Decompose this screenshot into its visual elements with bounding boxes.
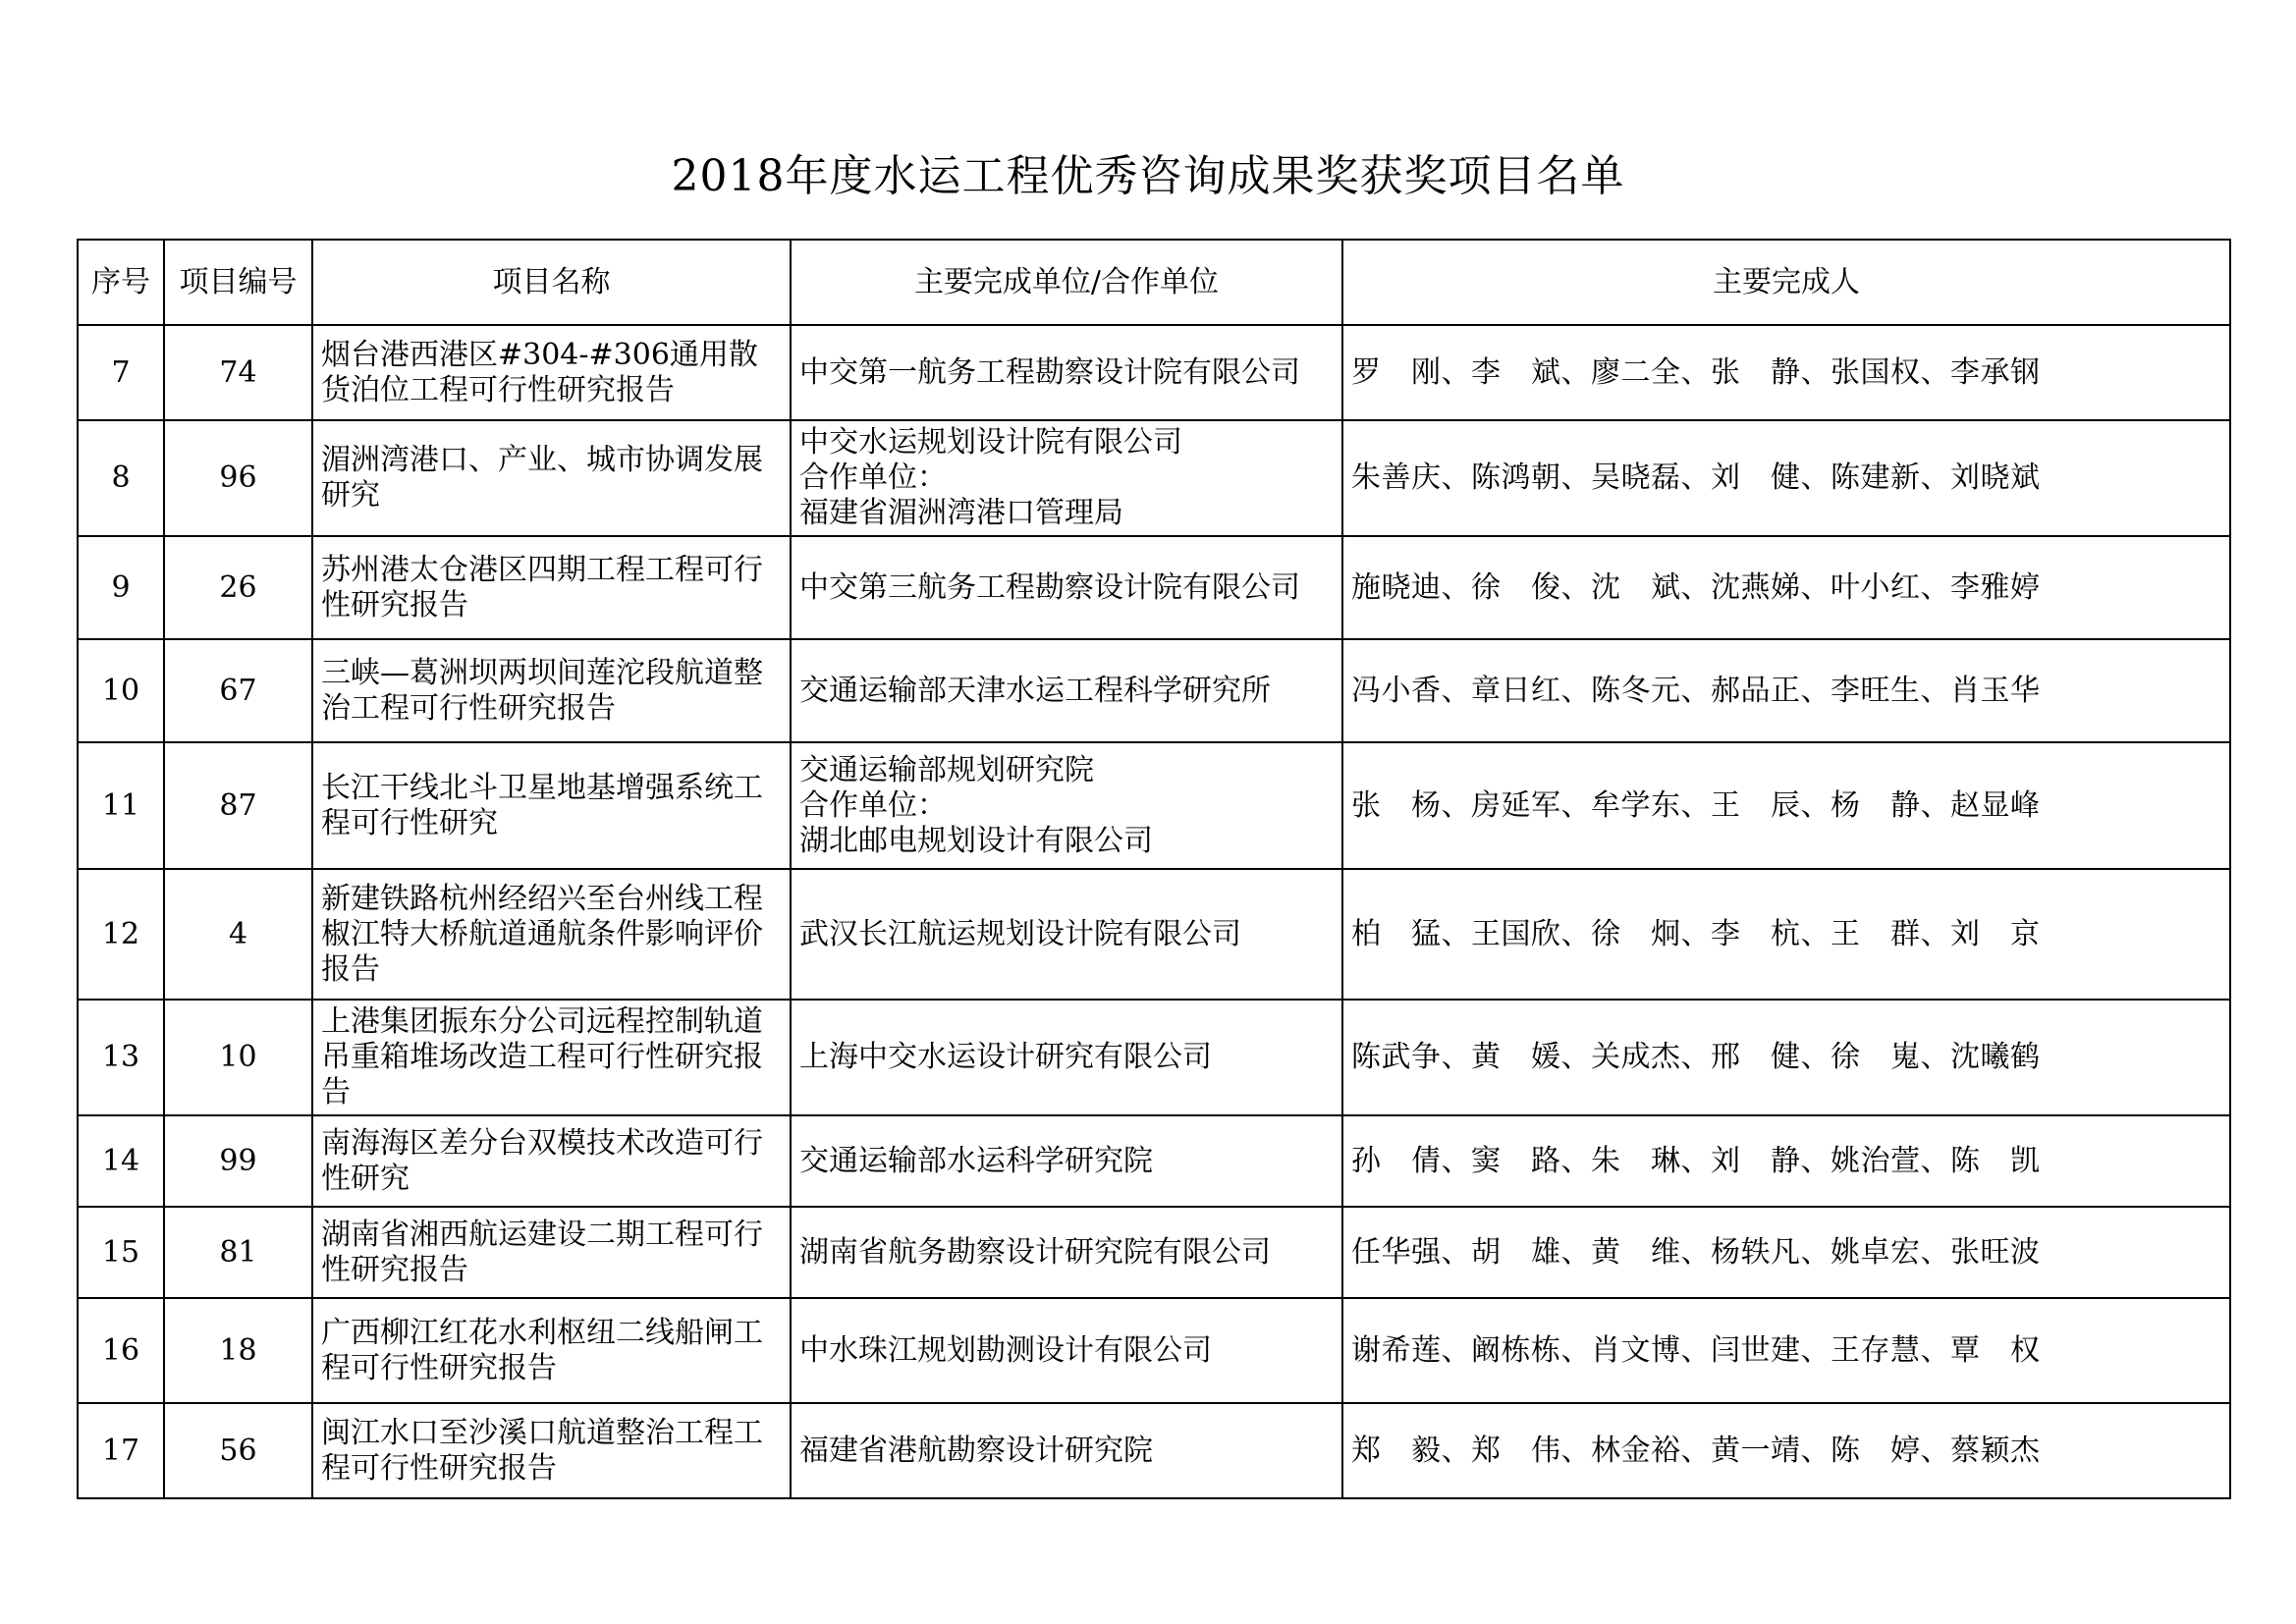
cell-people: 罗 刚、李 斌、廖二全、张 静、张国权、李承钢: [1342, 325, 2230, 420]
cell-people: 陈武争、黄 媛、关成杰、邢 健、徐 嵬、沈曦鹤: [1342, 1000, 2230, 1115]
table-header-row: [78, 240, 2230, 325]
cell-unit: 中交第一航务工程勘察设计院有限公司: [791, 325, 1342, 420]
cell-project-name: 南海海区差分台双模技术改造可行性研究: [312, 1115, 791, 1207]
table-row: [78, 742, 2230, 869]
header-name: 项目名称: [312, 240, 791, 325]
cell-seq: 10: [78, 639, 164, 742]
cell-unit: 交通运输部规划研究院 合作单位： 湖北邮电规划设计有限公司: [791, 742, 1342, 869]
cell-project-name: 湖南省湘西航运建设二期工程可行性研究报告: [312, 1207, 791, 1298]
table-row: [78, 536, 2230, 639]
cell-seq: 8: [78, 420, 164, 536]
cell-code: 81: [164, 1207, 312, 1298]
cell-code: 26: [164, 536, 312, 639]
table-row: [78, 1207, 2230, 1298]
cell-seq: 11: [78, 742, 164, 869]
cell-seq: 9: [78, 536, 164, 639]
cell-seq: 16: [78, 1298, 164, 1403]
header-people: 主要完成人: [1342, 240, 2230, 325]
cell-unit: 武汉长江航运规划设计院有限公司: [791, 869, 1342, 1000]
table-row: [78, 1000, 2230, 1115]
cell-people: 柏 猛、王国欣、徐 炯、李 杭、王 群、刘 京: [1342, 869, 2230, 1000]
table-row: [78, 1298, 2230, 1403]
cell-unit: 中交水运规划设计院有限公司 合作单位： 福建省湄洲湾港口管理局: [791, 420, 1342, 536]
cell-people: 任华强、胡 雄、黄 维、杨轶凡、姚卓宏、张旺波: [1342, 1207, 2230, 1298]
cell-people: 施晓迪、徐 俊、沈 斌、沈燕娣、叶小红、李雅婷: [1342, 536, 2230, 639]
cell-project-name: 新建铁路杭州经绍兴至台州线工程椒江特大桥航道通航条件影响评价报告: [312, 869, 791, 1000]
cell-unit: 湖南省航务勘察设计研究院有限公司: [791, 1207, 1342, 1298]
cell-code: 67: [164, 639, 312, 742]
cell-seq: 14: [78, 1115, 164, 1207]
cell-seq: 12: [78, 869, 164, 1000]
cell-unit: 中水珠江规划勘测设计有限公司: [791, 1298, 1342, 1403]
cell-seq: 7: [78, 325, 164, 420]
cell-project-name: 上港集团振东分公司远程控制轨道吊重箱堆场改造工程可行性研究报告: [312, 1000, 791, 1115]
cell-people: 孙 倩、窦 路、朱 琳、刘 静、姚治萱、陈 凯: [1342, 1115, 2230, 1207]
cell-people: 朱善庆、陈鸿朝、吴晓磊、刘 健、陈建新、刘晓斌: [1342, 420, 2230, 536]
cell-project-name: 三峡—葛洲坝两坝间莲沱段航道整治工程可行性研究报告: [312, 639, 791, 742]
awards-table: [77, 239, 2231, 1499]
cell-code: 10: [164, 1000, 312, 1115]
cell-code: 18: [164, 1298, 312, 1403]
cell-project-name: 湄洲湾港口、产业、城市协调发展研究: [312, 420, 791, 536]
cell-unit: 福建省港航勘察设计研究院: [791, 1403, 1342, 1498]
cell-seq: 17: [78, 1403, 164, 1498]
cell-people: 谢希莲、阚栋栋、肖文博、闫世建、王存慧、覃 权: [1342, 1298, 2230, 1403]
cell-seq: 15: [78, 1207, 164, 1298]
cell-project-name: 长江干线北斗卫星地基增强系统工程可行性研究: [312, 742, 791, 869]
table-row: [78, 869, 2230, 1000]
cell-people: 冯小香、章日红、陈冬元、郝品正、李旺生、肖玉华: [1342, 639, 2230, 742]
cell-project-name: 闽江水口至沙溪口航道整治工程工程可行性研究报告: [312, 1403, 791, 1498]
cell-code: 87: [164, 742, 312, 869]
cell-unit: 上海中交水运设计研究有限公司: [791, 1000, 1342, 1115]
cell-seq: 13: [78, 1000, 164, 1115]
cell-code: 56: [164, 1403, 312, 1498]
cell-unit: 交通运输部水运科学研究院: [791, 1115, 1342, 1207]
table-row: [78, 420, 2230, 536]
table-row: [78, 325, 2230, 420]
header-seq: 序号: [78, 240, 164, 325]
cell-code: 99: [164, 1115, 312, 1207]
header-code: 项目编号: [164, 240, 312, 325]
table-row: [78, 639, 2230, 742]
table-row: [78, 1403, 2230, 1498]
cell-unit: 交通运输部天津水运工程科学研究所: [791, 639, 1342, 742]
header-unit: 主要完成单位/合作单位: [791, 240, 1342, 325]
cell-unit: 中交第三航务工程勘察设计院有限公司: [791, 536, 1342, 639]
cell-project-name: 苏州港太仓港区四期工程工程可行性研究报告: [312, 536, 791, 639]
cell-project-name: 广西柳江红花水利枢纽二线船闸工程可行性研究报告: [312, 1298, 791, 1403]
cell-people: 张 杨、房延军、牟学东、王 辰、杨 静、赵显峰: [1342, 742, 2230, 869]
cell-people: 郑 毅、郑 伟、林金裕、黄一靖、陈 婷、蔡颖杰: [1342, 1403, 2230, 1498]
page-title: 2018年度水运工程优秀咨询成果奖获奖项目名单: [671, 151, 1625, 201]
cell-code: 4: [164, 869, 312, 1000]
cell-project-name: 烟台港西港区#304-#306通用散货泊位工程可行性研究报告: [312, 325, 791, 420]
cell-code: 74: [164, 325, 312, 420]
table-row: [78, 1115, 2230, 1207]
cell-code: 96: [164, 420, 312, 536]
